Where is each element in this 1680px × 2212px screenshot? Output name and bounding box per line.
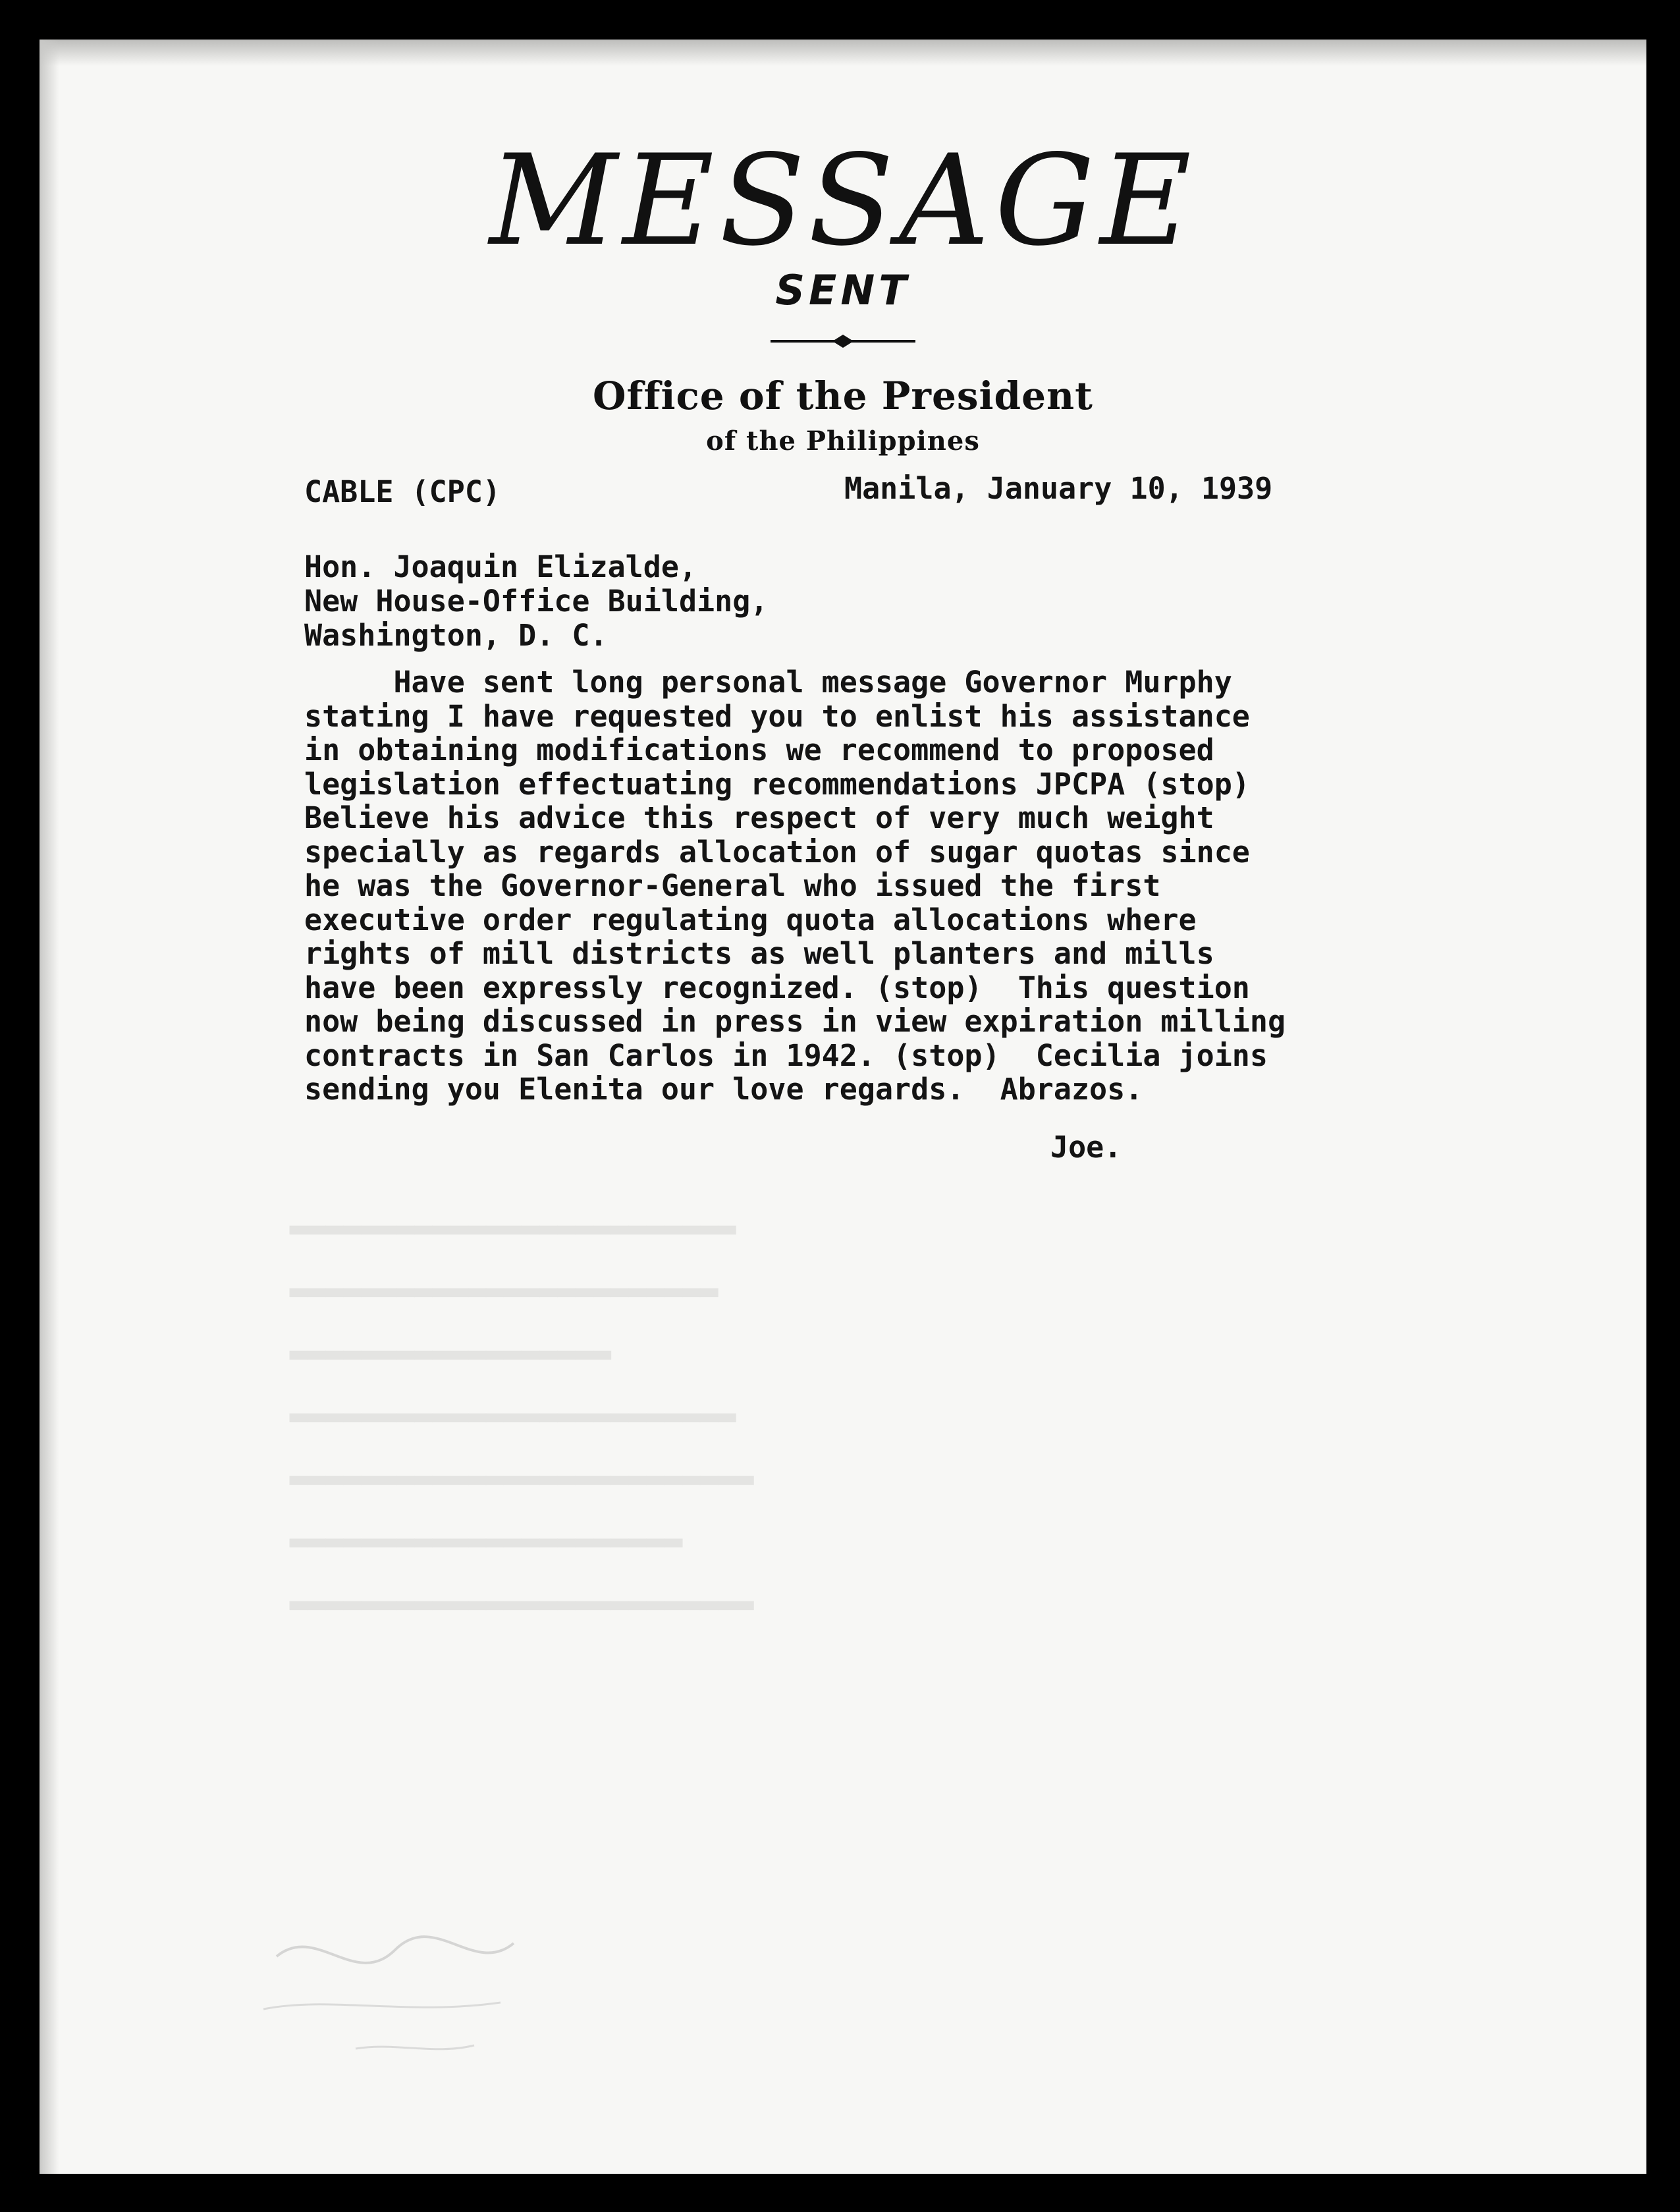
letterhead-office: Office of the President (593, 373, 1093, 418)
addressee-city: Washington, D. C. (304, 618, 608, 653)
body-line: now being discussed in press in view expiration milling (304, 1004, 1286, 1039)
faded-signature-stamp (237, 1917, 698, 2075)
document-page (40, 40, 1646, 2174)
body-line: Believe his advice this respect of very much weight (304, 800, 1214, 835)
body-line: legislation effectuating recommendations JPCPA (stop) (304, 766, 1250, 802)
letterhead-subtitle: SENT (775, 266, 911, 314)
addressee-block (304, 550, 768, 653)
body-line: sending you Elenita our love regards. Abrazos. (304, 1072, 1143, 1107)
letterhead-divider (771, 333, 915, 349)
dateline: Manila, January 10, 1939 (844, 471, 1273, 506)
page-edge-shadow-left (40, 40, 59, 2174)
cable-type: CABLE (CPC) (304, 474, 501, 509)
body-line: specially as regards allocation of sugar quotas since (304, 834, 1250, 870)
body-line: he was the Governor-General who issued the first (304, 868, 1161, 903)
bleed-through-text: ▂▂▂▂▂▂▂▂▂▂▂▂▂▂▂▂▂▂▂▂▂▂▂▂▂ ▂▂▂▂▂▂▂▂▂▂▂▂▂▂▂▂▂▂▂▂▂▂▂▂ ▂▂▂▂▂▂▂▂▂▂▂▂▂▂▂▂▂▂ ▂▂▂▂▂▂▂▂▂▂▂▂▂▂▂▂▂▂▂▂▂▂▂▂▂ ▂▂▂▂▂▂▂▂▂▂▂▂▂▂▂▂▂▂▂▂▂▂▂▂▂▂ ▂▂▂▂▂▂▂▂▂▂▂▂▂▂▂▂▂▂▂▂▂▂ ▂▂▂▂▂▂▂▂▂▂▂▂▂▂▂▂▂▂▂▂▂▂▂▂▂▂ (290, 1200, 754, 1610)
message-body (304, 665, 1286, 1107)
letterhead-title: MESSAGE (489, 128, 1197, 273)
body-line: have been expressly recognized. (stop) This question (304, 970, 1250, 1005)
body-line: rights of mill districts as well planters and mills (304, 936, 1214, 971)
addressee-building: New House-Office Building, (304, 584, 769, 619)
body-line: contracts in San Carlos in 1942. (stop) Cecilia joins (304, 1037, 1268, 1073)
body-line: Have sent long personal message Governor Murphy (304, 665, 1232, 700)
body-line: stating I have requested you to enlist his assistance (304, 698, 1250, 734)
addressee-name: Hon. Joaquin Elizalde, (304, 549, 697, 584)
letterhead-country: of the Philippines (706, 426, 980, 456)
signature-name: Joe. (1050, 1130, 1122, 1165)
body-line: executive order regulating quota allocations where (304, 902, 1197, 937)
page-edge-shadow-top (40, 40, 1646, 66)
body-line: in obtaining modifications we recommend to proposed (304, 733, 1214, 767)
